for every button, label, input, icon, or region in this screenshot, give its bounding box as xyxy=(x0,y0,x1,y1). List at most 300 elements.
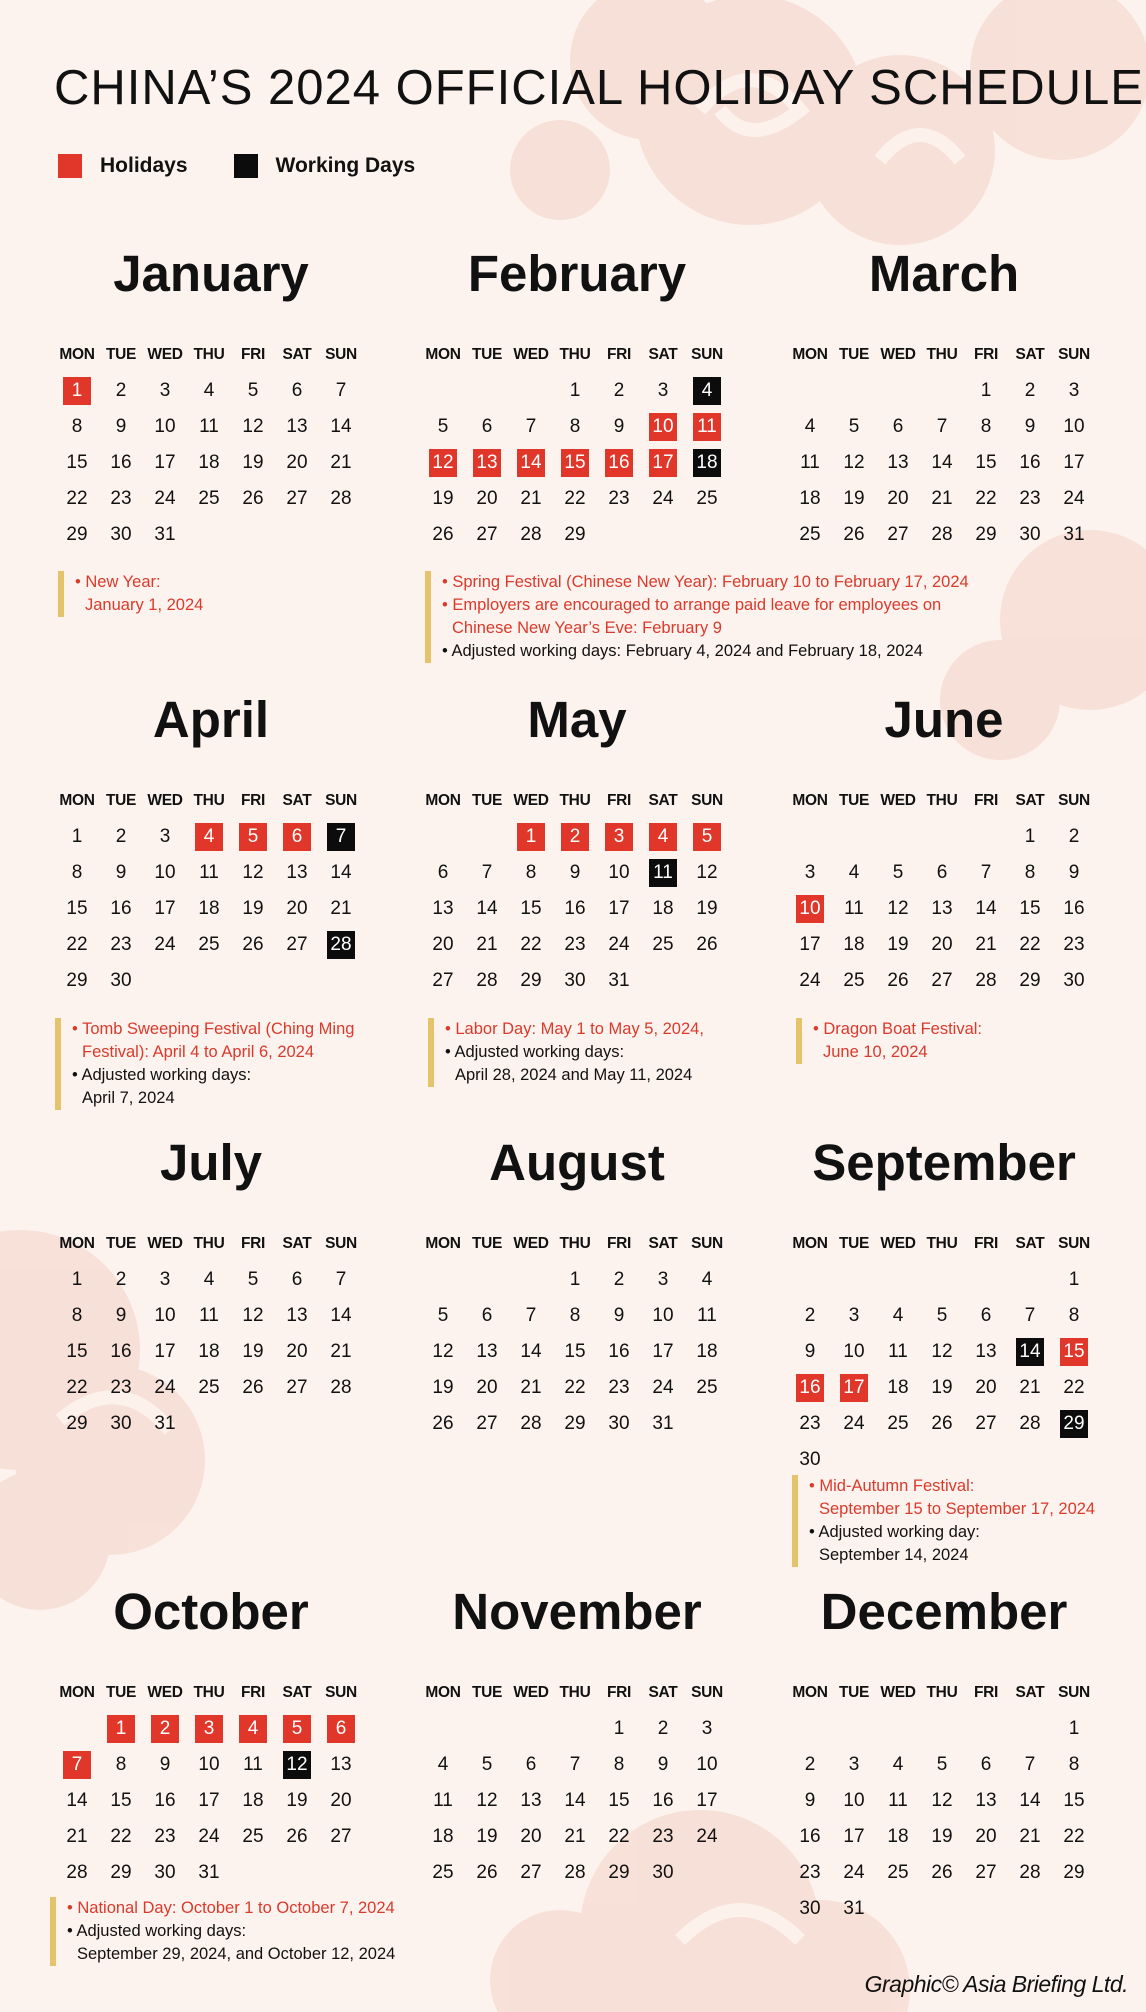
day-cell xyxy=(553,927,597,963)
day-cell xyxy=(788,1783,832,1819)
day-cell xyxy=(920,855,964,891)
day-cell xyxy=(99,445,143,481)
day-number: 15 xyxy=(564,1341,586,1362)
day-cell xyxy=(187,1334,231,1370)
day-cell xyxy=(465,1334,509,1370)
day-number: 28 xyxy=(327,931,355,959)
weekday-header xyxy=(55,792,367,810)
day-cell xyxy=(553,1747,597,1783)
day-number: 3 xyxy=(804,862,816,883)
day-number: 28 xyxy=(1019,1413,1041,1434)
weekday-label: TUE xyxy=(838,792,870,809)
day-number: 9 xyxy=(1024,416,1036,437)
day-cell xyxy=(597,409,641,445)
day-cell xyxy=(143,819,187,855)
day-cell xyxy=(920,409,964,445)
empty-cell xyxy=(876,819,920,855)
day-number: 10 xyxy=(796,895,824,923)
day-number: 15 xyxy=(1060,1338,1088,1366)
weekday-label: FRI xyxy=(240,792,266,809)
day-number: 31 xyxy=(154,1413,176,1434)
weekday-label: SAT xyxy=(1015,346,1045,363)
day-number: 6 xyxy=(980,1305,992,1326)
empty-cell xyxy=(920,373,964,409)
holiday-swatch xyxy=(58,154,82,178)
day-number: 18 xyxy=(242,1790,264,1811)
day-number: 31 xyxy=(1063,524,1085,545)
day-cell xyxy=(641,1747,685,1783)
day-number: 16 xyxy=(110,452,132,473)
weekday-label: THU xyxy=(559,1235,591,1252)
month-october xyxy=(55,1582,367,1891)
day-number: 24 xyxy=(696,1826,718,1847)
weekday-label: WED xyxy=(147,1684,183,1701)
day-cell xyxy=(832,445,876,481)
day-cell xyxy=(275,373,319,409)
day-number: 17 xyxy=(154,452,176,473)
day-number: 17 xyxy=(843,1826,865,1847)
day-cell xyxy=(964,1855,1008,1891)
day-cell xyxy=(509,927,553,963)
day-number: 18 xyxy=(652,898,674,919)
day-number: 4 xyxy=(693,377,721,405)
day-cell xyxy=(143,1406,187,1442)
day-cell xyxy=(788,1855,832,1891)
working-day-cell xyxy=(275,1747,319,1783)
day-number: 19 xyxy=(242,1341,264,1362)
day-number: 5 xyxy=(283,1715,311,1743)
day-cell xyxy=(832,855,876,891)
day-number: 10 xyxy=(1063,416,1085,437)
day-number: 13 xyxy=(975,1790,997,1811)
day-number: 22 xyxy=(520,934,542,955)
day-number: 6 xyxy=(437,862,449,883)
day-number: 25 xyxy=(198,488,220,509)
empty-cell xyxy=(788,373,832,409)
day-number: 17 xyxy=(649,449,677,477)
day-cell xyxy=(920,481,964,517)
weekday-header xyxy=(788,1235,1100,1253)
day-number: 16 xyxy=(1019,452,1041,473)
month-january xyxy=(55,244,367,553)
day-cell xyxy=(465,1747,509,1783)
month-february xyxy=(421,244,733,553)
empty-cell xyxy=(509,1711,553,1747)
day-number: 1 xyxy=(980,380,992,401)
weekday-label: FRI xyxy=(973,792,999,809)
day-number: 18 xyxy=(799,488,821,509)
legend xyxy=(58,154,461,178)
day-cell xyxy=(964,1370,1008,1406)
day-number: 3 xyxy=(848,1754,860,1775)
month-december xyxy=(788,1582,1100,1927)
note-line: • Spring Festival (Chinese New Year): February 10 to February 17, 2024 xyxy=(442,573,969,591)
day-cell xyxy=(319,1334,363,1370)
calendar-grid xyxy=(55,1711,367,1891)
weekday-label: SAT xyxy=(648,346,678,363)
day-cell xyxy=(509,1334,553,1370)
day-number: 6 xyxy=(936,862,948,883)
day-cell xyxy=(509,1406,553,1442)
day-number: 21 xyxy=(975,934,997,955)
day-number: 25 xyxy=(696,488,718,509)
holiday-day-cell xyxy=(832,1370,876,1406)
calendar-grid xyxy=(55,373,367,553)
month-name: July xyxy=(159,1134,263,1191)
weekday-label: THU xyxy=(193,346,225,363)
holiday-day-cell xyxy=(187,1711,231,1747)
day-number: 17 xyxy=(154,1341,176,1362)
weekday-label: WED xyxy=(880,346,916,363)
day-number: 4 xyxy=(649,823,677,851)
day-cell xyxy=(187,481,231,517)
weekday-label: FRI xyxy=(973,1684,999,1701)
day-number: 19 xyxy=(476,1826,498,1847)
empty-cell xyxy=(920,1711,964,1747)
month-september xyxy=(788,1133,1100,1478)
day-number: 2 xyxy=(804,1305,816,1326)
month-june xyxy=(788,690,1100,999)
day-cell xyxy=(832,517,876,553)
day-number: 22 xyxy=(975,488,997,509)
working-day-cell xyxy=(685,373,729,409)
day-number: 28 xyxy=(564,1862,586,1883)
day-cell xyxy=(55,927,99,963)
weekday-label: MON xyxy=(792,1235,828,1252)
weekday-label: TUE xyxy=(471,1684,503,1701)
day-number: 24 xyxy=(154,934,176,955)
legend-working-days-label: Working Days xyxy=(275,154,416,177)
day-cell xyxy=(964,517,1008,553)
month-name: February xyxy=(467,245,687,302)
day-cell xyxy=(143,445,187,481)
note-june xyxy=(796,1018,982,1064)
holiday-day-cell xyxy=(685,819,729,855)
day-cell xyxy=(597,1406,641,1442)
day-cell xyxy=(143,891,187,927)
note-line: • New Year: xyxy=(75,573,161,591)
day-number: 16 xyxy=(605,449,633,477)
day-number: 7 xyxy=(327,823,355,851)
day-cell xyxy=(143,1783,187,1819)
day-cell xyxy=(421,1855,465,1891)
day-number: 27 xyxy=(931,970,953,991)
day-cell xyxy=(641,927,685,963)
holiday-day-cell xyxy=(788,1370,832,1406)
day-number: 5 xyxy=(892,862,904,883)
working-day-swatch xyxy=(234,154,258,178)
day-number: 10 xyxy=(696,1754,718,1775)
note-line: • Employers are encouraged to arrange paid leave for employees on xyxy=(442,596,942,614)
day-number: 17 xyxy=(1063,452,1085,473)
day-number: 21 xyxy=(66,1826,88,1847)
day-number: 23 xyxy=(564,934,586,955)
day-number: 9 xyxy=(115,416,127,437)
day-number: 28 xyxy=(330,488,352,509)
day-number: 26 xyxy=(476,1862,498,1883)
day-number: 8 xyxy=(569,416,581,437)
day-cell xyxy=(275,1334,319,1370)
day-number: 2 xyxy=(613,380,625,401)
day-cell xyxy=(685,481,729,517)
day-cell xyxy=(788,1747,832,1783)
holiday-day-cell xyxy=(597,445,641,481)
day-number: 12 xyxy=(696,862,718,883)
day-cell xyxy=(685,1747,729,1783)
empty-cell xyxy=(55,1711,99,1747)
holiday-day-cell xyxy=(641,445,685,481)
day-cell xyxy=(1052,1855,1096,1891)
day-number: 9 xyxy=(804,1341,816,1362)
weekday-label: TUE xyxy=(838,1684,870,1701)
day-number: 8 xyxy=(1068,1754,1080,1775)
empty-cell xyxy=(421,1711,465,1747)
day-cell xyxy=(143,517,187,553)
day-cell xyxy=(1008,373,1052,409)
holiday-day-cell xyxy=(55,373,99,409)
day-cell xyxy=(143,1819,187,1855)
day-number: 1 xyxy=(1068,1269,1080,1290)
day-number: 17 xyxy=(696,1790,718,1811)
day-cell xyxy=(55,409,99,445)
weekday-label: SUN xyxy=(691,792,723,809)
day-cell xyxy=(876,891,920,927)
day-number: 8 xyxy=(71,1305,83,1326)
day-number: 19 xyxy=(242,898,264,919)
empty-cell xyxy=(509,1262,553,1298)
day-number: 1 xyxy=(71,826,83,847)
day-number: 29 xyxy=(66,1413,88,1434)
day-cell xyxy=(319,373,363,409)
day-number: 8 xyxy=(1068,1305,1080,1326)
day-number: 1 xyxy=(613,1718,625,1739)
day-cell xyxy=(143,855,187,891)
day-cell xyxy=(421,517,465,553)
weekday-header xyxy=(788,1684,1100,1702)
day-number: 7 xyxy=(63,1751,91,1779)
day-number: 6 xyxy=(980,1754,992,1775)
day-cell xyxy=(1052,927,1096,963)
day-cell xyxy=(876,481,920,517)
day-number: 13 xyxy=(286,862,308,883)
day-number: 3 xyxy=(657,1269,669,1290)
day-cell xyxy=(509,855,553,891)
day-number: 13 xyxy=(975,1341,997,1362)
weekday-label: SAT xyxy=(282,792,312,809)
day-number: 25 xyxy=(198,1377,220,1398)
day-cell xyxy=(641,1406,685,1442)
day-number: 8 xyxy=(71,416,83,437)
holiday-day-cell xyxy=(275,819,319,855)
day-number: 16 xyxy=(608,1341,630,1362)
holiday-day-cell xyxy=(509,819,553,855)
day-number: 19 xyxy=(931,1377,953,1398)
weekday-label: TUE xyxy=(838,346,870,363)
day-number: 10 xyxy=(843,1790,865,1811)
day-cell xyxy=(275,1262,319,1298)
day-cell xyxy=(1008,855,1052,891)
empty-cell xyxy=(876,1262,920,1298)
day-number: 27 xyxy=(975,1413,997,1434)
day-number: 20 xyxy=(887,488,909,509)
day-number: 18 xyxy=(696,1341,718,1362)
day-number: 6 xyxy=(327,1715,355,1743)
month-name: January xyxy=(113,245,309,302)
holiday-day-cell xyxy=(685,409,729,445)
day-number: 23 xyxy=(652,1826,674,1847)
day-number: 24 xyxy=(843,1413,865,1434)
day-cell xyxy=(275,445,319,481)
day-number: 25 xyxy=(242,1826,264,1847)
day-cell xyxy=(99,1406,143,1442)
day-cell xyxy=(788,481,832,517)
day-cell xyxy=(788,1406,832,1442)
day-cell xyxy=(597,1855,641,1891)
day-cell xyxy=(509,963,553,999)
day-number: 28 xyxy=(476,970,498,991)
day-number: 1 xyxy=(71,1269,83,1290)
day-number: 14 xyxy=(1019,1790,1041,1811)
day-cell xyxy=(465,1298,509,1334)
day-number: 19 xyxy=(432,488,454,509)
weekday-label: FRI xyxy=(240,346,266,363)
month-name: September xyxy=(812,1134,1076,1191)
weekday-label: FRI xyxy=(973,346,999,363)
day-number: 5 xyxy=(848,416,860,437)
weekday-label: WED xyxy=(147,1235,183,1252)
day-cell xyxy=(920,1819,964,1855)
day-cell xyxy=(597,373,641,409)
day-number: 4 xyxy=(892,1305,904,1326)
day-number: 6 xyxy=(481,1305,493,1326)
weekday-label: MON xyxy=(792,1684,828,1701)
day-number: 20 xyxy=(476,1377,498,1398)
weekday-label: MON xyxy=(59,792,95,809)
day-number: 29 xyxy=(1063,1862,1085,1883)
day-cell xyxy=(421,1370,465,1406)
note-line: • Labor Day: May 1 to May 5, 2024, xyxy=(445,1020,704,1038)
day-number: 20 xyxy=(286,1341,308,1362)
day-number: 26 xyxy=(432,524,454,545)
day-cell xyxy=(231,1819,275,1855)
day-cell xyxy=(1052,819,1096,855)
weekday-label: TUE xyxy=(838,1235,870,1252)
day-cell xyxy=(641,1855,685,1891)
day-cell xyxy=(788,445,832,481)
day-number: 13 xyxy=(286,1305,308,1326)
day-number: 10 xyxy=(154,416,176,437)
day-cell xyxy=(1052,1819,1096,1855)
day-number: 26 xyxy=(696,934,718,955)
day-cell xyxy=(1052,517,1096,553)
weekday-label: MON xyxy=(59,1235,95,1252)
day-cell xyxy=(1008,963,1052,999)
weekday-label: THU xyxy=(559,1684,591,1701)
weekday-label: WED xyxy=(513,1235,549,1252)
day-cell xyxy=(275,409,319,445)
day-number: 7 xyxy=(335,1269,347,1290)
day-cell xyxy=(421,1298,465,1334)
day-cell xyxy=(641,1334,685,1370)
day-cell xyxy=(231,1783,275,1819)
weekday-label: THU xyxy=(193,1235,225,1252)
day-cell xyxy=(55,819,99,855)
day-cell xyxy=(465,1783,509,1819)
day-number: 20 xyxy=(520,1826,542,1847)
day-number: 12 xyxy=(429,449,457,477)
weekday-header xyxy=(421,346,733,364)
holiday-day-cell xyxy=(1052,1334,1096,1370)
day-number: 29 xyxy=(1019,970,1041,991)
day-cell xyxy=(465,891,509,927)
day-number: 25 xyxy=(198,934,220,955)
day-number: 31 xyxy=(198,1862,220,1883)
day-cell xyxy=(641,1819,685,1855)
day-cell xyxy=(55,1298,99,1334)
day-cell xyxy=(231,1262,275,1298)
day-number: 15 xyxy=(1063,1790,1085,1811)
day-cell xyxy=(143,1334,187,1370)
day-number: 25 xyxy=(887,1862,909,1883)
day-cell xyxy=(187,409,231,445)
empty-cell xyxy=(553,1711,597,1747)
day-cell xyxy=(99,1298,143,1334)
day-cell xyxy=(553,1406,597,1442)
day-cell xyxy=(1008,1747,1052,1783)
holiday-day-cell xyxy=(319,1711,363,1747)
day-number: 9 xyxy=(1068,862,1080,883)
day-number: 7 xyxy=(1024,1305,1036,1326)
day-cell xyxy=(509,1298,553,1334)
day-number: 28 xyxy=(520,524,542,545)
day-cell xyxy=(55,1262,99,1298)
day-number: 24 xyxy=(1063,488,1085,509)
day-cell xyxy=(231,1370,275,1406)
day-cell xyxy=(641,1711,685,1747)
weekday-label: TUE xyxy=(105,1235,137,1252)
day-number: 26 xyxy=(286,1826,308,1847)
day-number: 1 xyxy=(1024,826,1036,847)
month-name: May xyxy=(527,691,627,748)
day-number: 29 xyxy=(1060,1410,1088,1438)
day-cell xyxy=(964,1298,1008,1334)
day-number: 25 xyxy=(696,1377,718,1398)
day-number: 23 xyxy=(110,1377,132,1398)
day-cell xyxy=(832,927,876,963)
day-cell xyxy=(685,1298,729,1334)
day-cell xyxy=(964,1819,1008,1855)
day-number: 9 xyxy=(657,1754,669,1775)
day-cell xyxy=(641,1783,685,1819)
weekday-label: SAT xyxy=(282,346,312,363)
day-number: 22 xyxy=(66,488,88,509)
day-number: 10 xyxy=(154,862,176,883)
day-cell xyxy=(319,445,363,481)
day-number: 2 xyxy=(151,1715,179,1743)
day-cell xyxy=(187,1819,231,1855)
day-cell xyxy=(597,1711,641,1747)
day-number: 7 xyxy=(980,862,992,883)
day-cell xyxy=(876,1783,920,1819)
day-number: 8 xyxy=(525,862,537,883)
empty-cell xyxy=(1008,1262,1052,1298)
day-cell xyxy=(685,1783,729,1819)
day-number: 31 xyxy=(154,524,176,545)
day-number: 22 xyxy=(564,1377,586,1398)
weekday-label: THU xyxy=(926,1235,958,1252)
day-cell xyxy=(964,963,1008,999)
day-cell xyxy=(876,1819,920,1855)
